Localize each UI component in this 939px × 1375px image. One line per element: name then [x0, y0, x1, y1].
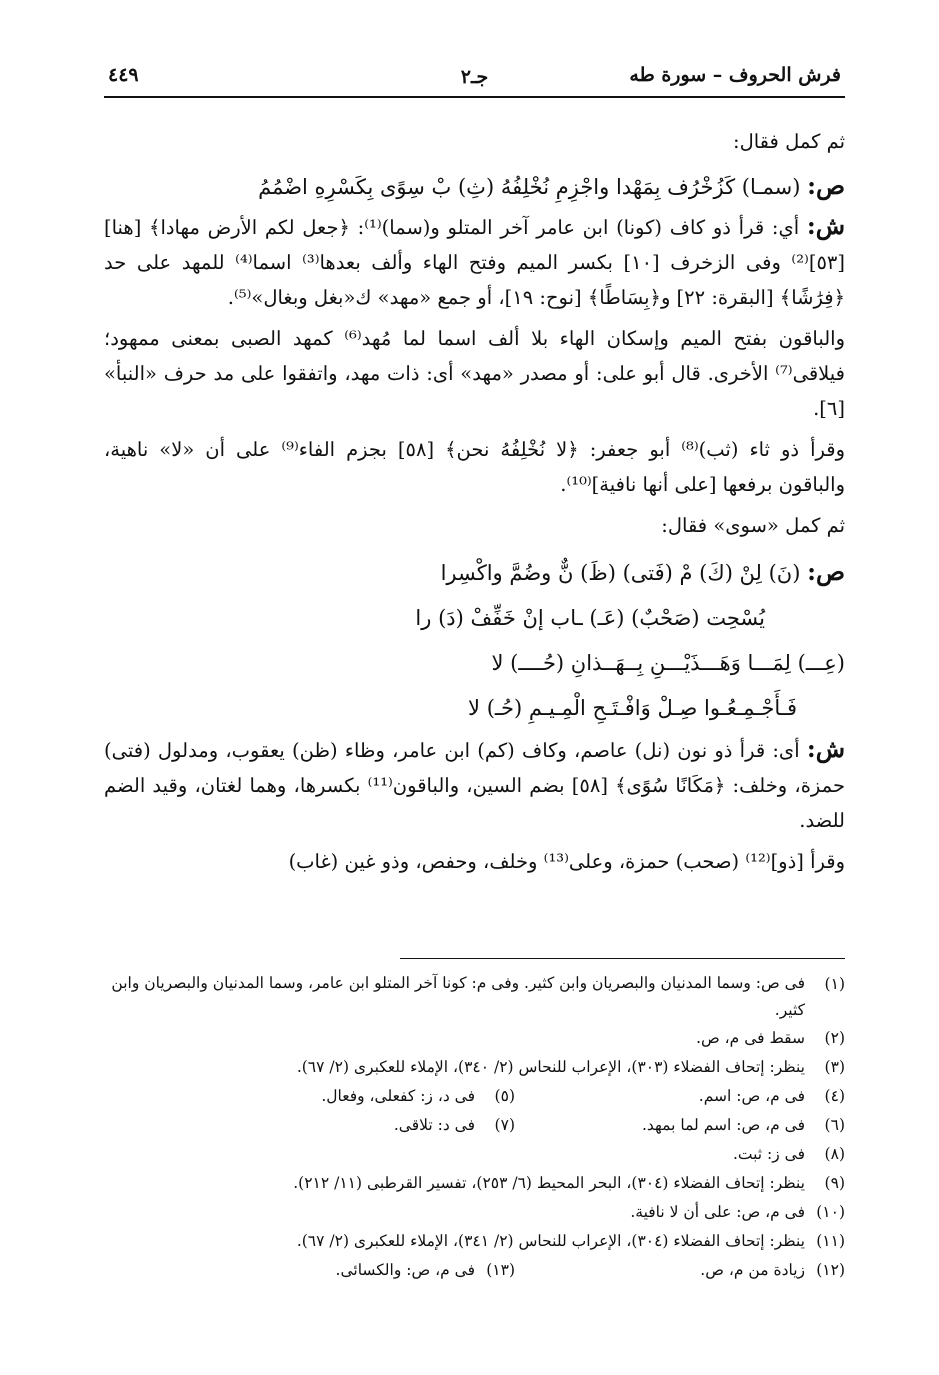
paragraph: والباقون بفتح الميم وإسكان الهاء بلا ألف اسما لما مُهد⁽⁶⁾ كمهد الصبى بمعنى ممهود؛ فيلاقى⁽⁷⁾ الأخرى. قال أبو على: أو مصدر «مهد» أى: ذات مهد، واتفقوا على مد حرف «النبأ» [٦]. [104, 327, 845, 420]
footnote-number: (٣) [824, 1058, 845, 1076]
footnote-text: ينظر: إتحاف الفضلاء (٣٠٣)، الإعراب للنحاس (٢/ ٣٤٠)، الإملاء للعكبرى (٢/ ٦٧). [296, 1058, 805, 1076]
commentary-text: أي: قرأ ذو كاف (كونا) ابن عامر آخر المتلو و(سما)⁽¹⁾: ﴿جعل لكم الأرض مهادا﴾ [هنا][٥٣]⁽²⁾ وفى الزخرف [١٠] بكسر الميم وفتح الهاء وألف بعدها⁽³⁾ اسما⁽⁴⁾ للمهد على حد ﴿فِرَٰشًا﴾ [البقرة: ٢٢] و﴿بِسَاطًا﴾ [نوح: ١٩]، أو جمع «مهد» ك«بغل وبغال»⁽⁵⁾. [104, 216, 845, 309]
footnote [104, 1169, 845, 1198]
footnote [185, 1256, 515, 1285]
footnote [104, 1140, 845, 1169]
footnote-number: (٥) [494, 1087, 515, 1105]
paragraph: وقرأ ذو ثاء (ثب)⁽⁸⁾ أبو جعفر: ﴿لا نُخْلِفُهُ نحن﴾ [٥٨] بجزم الفاء⁽⁹⁾ على أن «لا» ناهية، والباقون برفعها [على أنها نافية]⁽¹⁰⁾. [104, 438, 845, 496]
poem-line: يُسْحِت (صَحْبٌ) (عَـ) ـاب إنْ خَفِّفْ (دَ) را [415, 606, 765, 630]
footnote-number: (١) [824, 975, 845, 993]
footnote [104, 1198, 845, 1227]
running-header [104, 64, 845, 98]
footnote-divider [400, 958, 845, 959]
footnote-number: (١٣) [486, 1261, 515, 1279]
footnote-number: (٤) [824, 1087, 845, 1105]
footnote-text: فى د: تلاقى. [393, 1116, 475, 1134]
footnote [515, 1111, 845, 1140]
footnote [104, 1053, 845, 1082]
footnote-text: فى م، ص: اسم. [698, 1087, 805, 1105]
footnote [185, 1111, 515, 1140]
poem-line-text: (نَ) لِنْ (كَ) مْ (فَتى) (ظَ) نٌّ وضُمَّ واكْسِرا [440, 561, 801, 585]
paragraph: وقرأ [ذو]⁽¹²⁾ (صحب) حمزة، وعلى⁽¹³⁾ وخلف، وحفص، وذو غين (غاب) [288, 850, 845, 873]
header-volume: جـ٢ [460, 66, 489, 88]
footnote [515, 1082, 845, 1111]
footnote [104, 1024, 845, 1053]
page [104, 64, 845, 885]
footnote-number: (٨) [824, 1145, 845, 1163]
footnote-text: ينظر: إتحاف الفضلاء (٣٠٤)، الإعراب للنحاس (٢/ ٣٤١)، الإملاء للعكبرى (٢/ ٦٧). [296, 1232, 805, 1250]
footnote-number: (١٢) [816, 1261, 845, 1279]
verse-text: (سمـا) كَزُخْرُف بِمَهْدا واجْزِمِ نُخْلِفُهُ (ثِ) بْ سِوًى بِكَسْرِهِ اضْمُمُ [258, 175, 801, 199]
footnote-number: (٩) [824, 1174, 845, 1192]
footnote-text: سقط فى م، ص. [696, 1029, 805, 1047]
footnote-number: (٦) [824, 1116, 845, 1134]
footnote-text: ينظر: إتحاف الفضلاء (٣٠٤)، البحر المحيط (٦/ ٢٥٣)، تفسير القرطبى (١١/ ٢١٢). [293, 1174, 805, 1192]
verse-label: ص: [807, 171, 845, 200]
footnote-pair [104, 1256, 845, 1285]
footnote-number: (٢) [824, 1029, 845, 1047]
main-text [104, 124, 845, 879]
footnote-text: زيادة من م، ص. [700, 1261, 805, 1279]
commentary-text: أى: قرأ ذو نون (نل) عاصم، وكاف (كم) ابن عامر، وظاء (ظن) يعقوب، ومدلول (فتى) حمزة، وخلف: ﴿مَكَانًا سُوًى﴾ [٥٨] بضم السين، والباقون⁽¹¹⁾ بكسرها، وهما لغتان، وقيد الضم للضد. [104, 739, 845, 832]
footnote-number: (١١) [816, 1232, 845, 1250]
poem-line [104, 549, 845, 596]
footnote-text: فى م، ص: اسم لما بمهد. [641, 1116, 805, 1134]
footnote-text: فى ص: وسما المدنيان والبصريان وابن كثير. وفى م: كونا آخر المتلو ابن عامر، وسما المدنيان والبصريان وابن كثير. [111, 974, 805, 1019]
footnote [515, 1256, 845, 1285]
footnote-pair [104, 1082, 845, 1111]
verse-line [104, 165, 845, 208]
footnote-text: فى د، ز: كفعلى، وفعال. [321, 1087, 475, 1105]
poem-line: فَـأَجْـمِـعُـوا صِـلْ وَافْـتَـحِ الْمِـيـمِ (حُـ) لا [468, 696, 797, 720]
poem-label: ص: [807, 557, 845, 586]
footnote [185, 1082, 515, 1111]
page-number: ٤٤٩ [108, 64, 139, 86]
commentary-paragraph [104, 208, 845, 315]
footnotes [104, 970, 845, 1285]
footnote-number: (١٠) [816, 1203, 845, 1221]
footnote-number: (٧) [494, 1116, 515, 1134]
intro-line: ثم كمل فقال: [733, 130, 845, 153]
poem-line: (عِـــ) لِمَـــا وَهَـــذَيْـــنِ بِــهَــذانِ (حُــــ) لا [491, 651, 845, 675]
commentary-label: ش: [806, 211, 846, 240]
footnote-text: فى م، ص: والكسائى. [335, 1261, 475, 1279]
footnote-text: فى ز: ثبت. [732, 1145, 805, 1163]
header-chapter-title: فرش الحروف – سورة طه [629, 64, 841, 86]
intro-line: ثم كمل «سوى» فقال: [661, 514, 845, 537]
footnote [104, 1227, 845, 1256]
poem [104, 549, 845, 731]
commentary-label: ش: [806, 734, 845, 763]
commentary-paragraph [104, 731, 845, 838]
footnote-pair [104, 1111, 845, 1140]
footnote-text: فى م، ص: على أن لا نافية. [630, 1203, 805, 1221]
footnote [104, 970, 845, 1024]
